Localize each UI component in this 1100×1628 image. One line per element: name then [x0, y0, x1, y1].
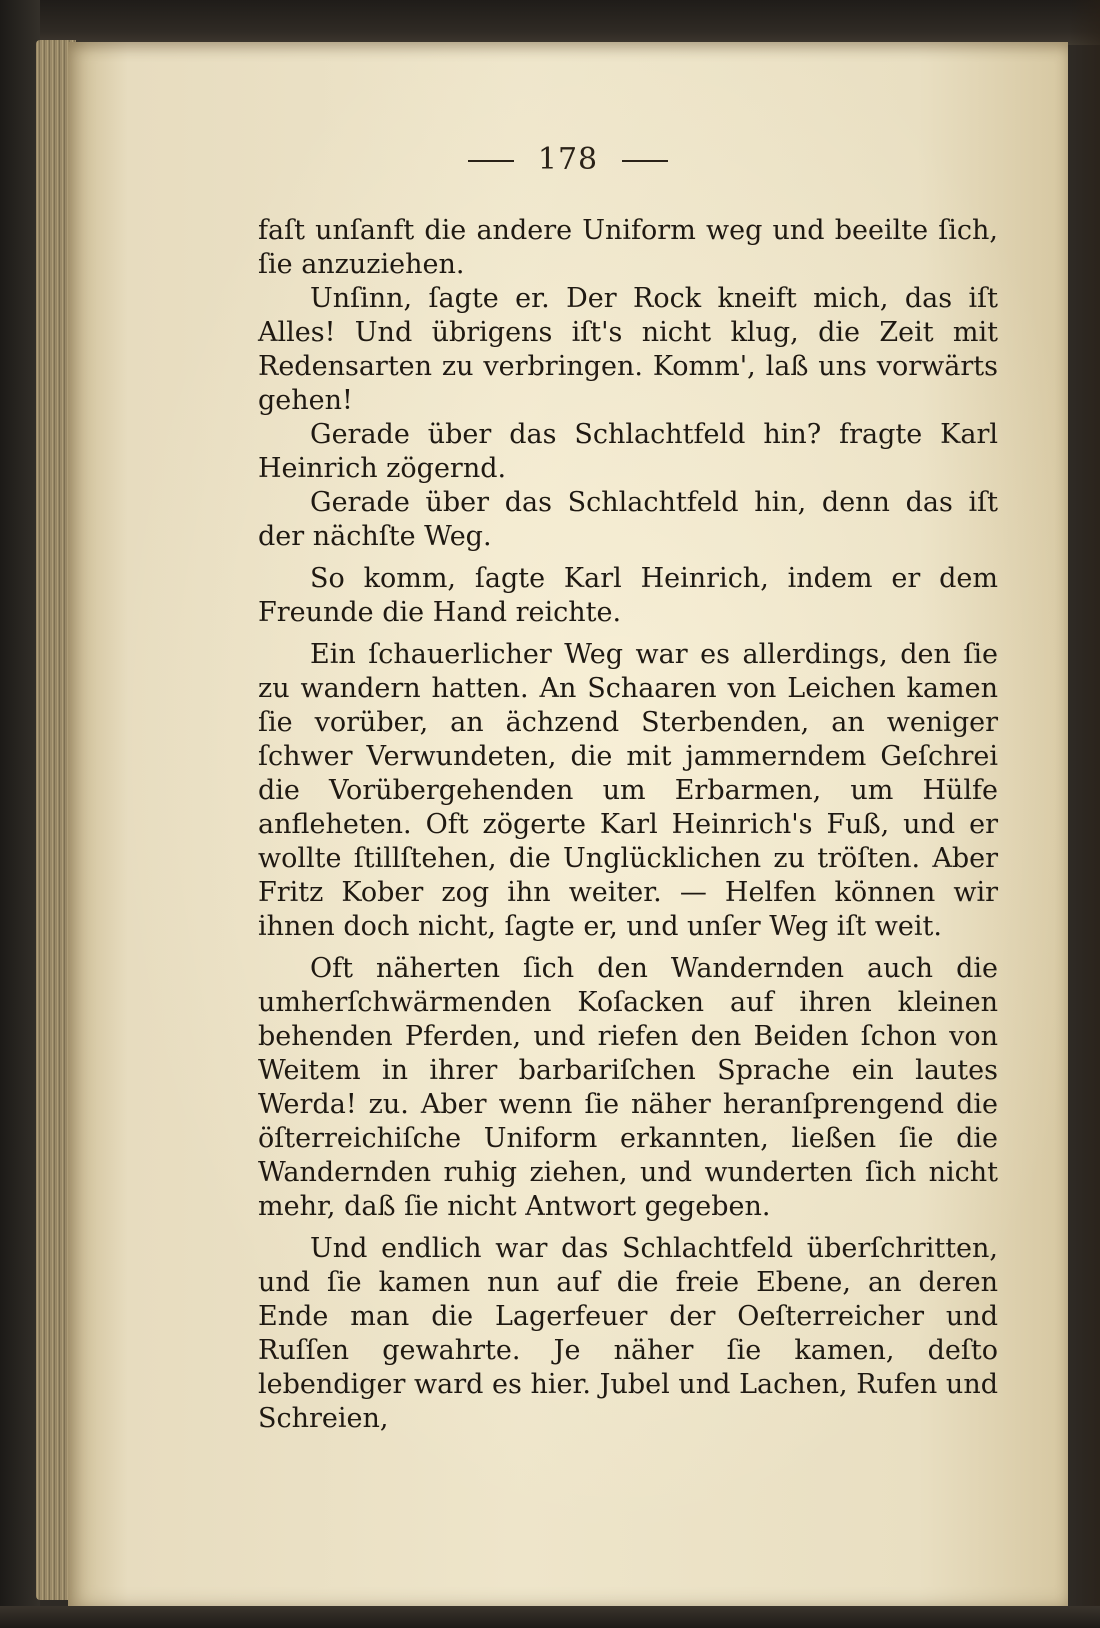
page-fold-shadow — [1070, 0, 1100, 1628]
book-cover-left — [0, 0, 40, 1628]
paragraph-6: Ein ſchauerlicher Weg war es allerdings, den ſie zu wandern hatten. An Schaaren von Leichen kamen ſie vorüber, an ächzend Sterbenden, an weniger ſchwer Verwundeten, die mit jammerndem Geſchrei die Vorübergehenden um Erbarmen, um Hülfe anfleheten. Oft zögerte Karl Heinrich's Fuß, und er wollte ſtillſtehen, die Unglücklichen zu tröſten. Aber Fritz Kober zog ihn weiter. — Helfen können wir ihnen doch nicht, ſagte er, und unſer Weg iſt weit. — [258, 639, 998, 942]
paragraph-3: Gerade über das Schlachtfeld hin? fragte Karl Heinrich zögernd. — [258, 419, 998, 484]
paragraph-8: Und endlich war das Schlachtfeld überſchritten, und ſie kamen nun auf die freie Ebene, an deren Ende man die Lagerfeuer der Oeſterreicher und Ruſſen gewahrte. Je näher ſie kamen, deſto lebendiger ward es hier. Jubel und Lachen, Rufen und Schreien, — [258, 1233, 998, 1434]
paragraph-2: Unſinn, ſagte er. Der Rock kneift mich, das iſt Alles! Und übrigens iſt's nicht klug, die Zeit mit Redensarten zu verbringen. Komm', laß uns vorwärts gehen! — [258, 283, 998, 416]
book-page — [68, 42, 1068, 1607]
page-number: 178 — [537, 142, 599, 177]
page-header — [68, 142, 1068, 177]
header-dash-right — [622, 160, 668, 162]
paragraph-5: So komm, ſagte Karl Heinrich, indem er dem Freunde die Hand reichte. — [258, 563, 998, 628]
paragraph-7: Oft näherten ſich den Wandernden auch die umherſchwärmenden Koſacken auf ihren kleinen behenden Pferden, und riefen den Beiden ſchon von Weitem in ihrer barbariſchen Sprache ein lautes Werda! zu. Aber wenn ſie näher heranſprengend die öſterreichiſche Uniform erkannten, ließen ſie die Wandernden ruhig ziehen, und wunderten ſich nicht mehr, daß ſie nicht Antwort gegeben. — [258, 953, 998, 1222]
header-dash-left — [468, 160, 514, 162]
book-cover-top — [0, 0, 1100, 45]
body-text — [258, 214, 998, 1436]
paragraph-1: faſt unſanft die andere Uniform weg und beeilte ſich, ſie anzuziehen. — [258, 215, 998, 280]
book-bottom-edge — [0, 1606, 1100, 1628]
paragraph-4: Gerade über das Schlachtfeld hin, denn das iſt der nächſte Weg. — [258, 487, 998, 552]
